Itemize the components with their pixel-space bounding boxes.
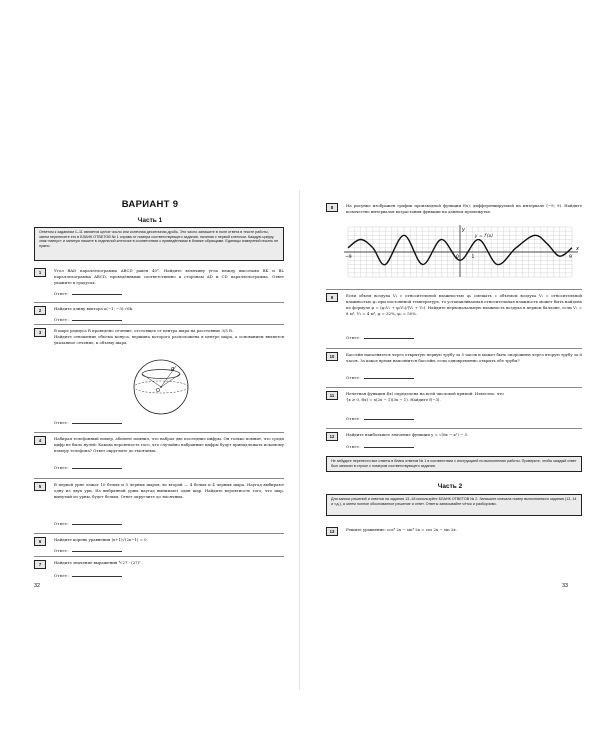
task-text: Нечетная функция f(x) определена на всей числовой прямой. Известно, что {x ≥ 0, f(x) = x(2x − 1)(3x − 1). Найдите f(−3). xyxy=(346,391,504,403)
answer-field[interactable]: Ответ: xyxy=(346,417,414,421)
x-max-label: 9 xyxy=(569,255,572,260)
task-number: 3 xyxy=(34,328,46,337)
answer-field[interactable]: Ответ: xyxy=(346,445,414,449)
task-text: Решите уравнение: cos⁴ 2x − sin⁴ 2x = cos 2x − sin 2x. xyxy=(346,527,457,532)
answer-field[interactable]: Ответ: xyxy=(54,292,122,296)
svg-text:O: O xyxy=(156,388,160,394)
part2-instructions: Для записи решений и ответов на задания 13–18 используйте БЛАНК ОТВЕТОВ № 2. Запишите сначала номер выполняемого задания (13, 14 и т.д.), а затем полное обоснованное решение и ответ. Ответы записывайте чётко и разборчиво. xyxy=(326,494,582,516)
task-text: Найдите значение выражения ⁴√27 · (27)². xyxy=(54,560,142,565)
task-3 xyxy=(34,328,284,428)
task-number: 12 xyxy=(326,432,338,441)
task-12 xyxy=(326,432,582,452)
variant-title: ВАРИАНТ 9 xyxy=(121,199,179,210)
task-7 xyxy=(34,560,284,584)
x-min-label: −9 xyxy=(345,255,352,260)
task-text: Бассейн наполняется через открытую первую трубу за 5 часов и может быть опорожнен через вторую трубу за 6 часов. За какое время наполнится бассейн, если одновременно открыть обе трубы? xyxy=(346,352,582,364)
task-text: Если объем воздуха V₂ с относительной влажностью φ₂ смешать с объемом воздуха V₁ с относительной влажностью φ₁ при постоянной температуре, то устанавливаемая относительная влажность может быть найдена по формуле φ = (φ₁V₁ + φ₂V₂)/(V₁ + V₂). Найдите первоначальную влажность воздуха в первом баллоне, если V₁ = 8 м³, V₂ = 4 м³, φ = 32%, φ₂ = 50%. xyxy=(346,293,582,317)
task-number: 7 xyxy=(34,560,46,569)
answer-field[interactable]: Ответ: xyxy=(54,574,122,578)
task-number: 2 xyxy=(34,306,46,315)
task-text: В первой урне лежат 10 белых и 5 черных шаров, во второй — 4 белых и 4 черных шара. Наугад выбирают одну из двух урн. Из выбранной урны наугад вынимают один шар. Найдите вероятность того, что шар, вынутый из урны, будет белым. Ответ округлите до тысячных. xyxy=(54,482,284,500)
answer-field[interactable]: Ответ: xyxy=(54,466,122,470)
one-label: 1 xyxy=(471,255,475,260)
task-number: 8 xyxy=(326,203,338,212)
task-number: 1 xyxy=(34,268,46,277)
sphere-figure xyxy=(132,358,190,416)
task-number: 4 xyxy=(34,436,46,445)
task-number: 13 xyxy=(326,527,338,536)
task-text: Найдите корень уравнения (x+1)√(2x−1) = 0. xyxy=(54,537,148,542)
task-6 xyxy=(34,537,284,557)
task-text: Найдите наибольшее значение функции y = √(6x − x²) − 5. xyxy=(346,432,469,437)
task-9 xyxy=(326,293,582,345)
curve-label: y = f′(x) xyxy=(474,234,494,239)
task-1 xyxy=(34,268,284,300)
task-number: 6 xyxy=(34,537,46,546)
task-text: Набирая телефонный номер, абонент помнил, что набрал две последние цифры. Он только помнит, что среди цифр не было нулей. Какова вероятность того, что случайно набранные цифры будут принадлежать искомому номеру телефона? Ответ округлите до тысячных. xyxy=(54,436,284,454)
origin-label: 0 xyxy=(456,255,459,260)
task-text: Найдите длину вектора a(−1; −3)·√6k. xyxy=(54,306,134,311)
svg-text:R: R xyxy=(171,367,175,373)
task-2 xyxy=(34,306,284,326)
task-number: 11 xyxy=(326,391,338,400)
answer-field[interactable]: Ответ: xyxy=(54,318,122,322)
part1-title: Часть 1 xyxy=(137,217,163,224)
answer-field[interactable]: Ответ: xyxy=(54,549,122,553)
task-5 xyxy=(34,482,284,530)
part1-instructions: Ответом к заданиям 1–11 является целое число или конечная десятичная дробь. Это число запишите в поле ответа в тексте работы, затем перенесите его в БЛАНК ОТВЕТОВ № 1 справа от номера соответствующего задания, начиная с первой клеточки. Каждую цифру, знак «минус» и запятую пишите в отдельной клеточке в соответствии с приведёнными в бланке образцами. Единицы измерений писать не нужно. xyxy=(34,227,284,261)
task-text: Угол BAD параллелограмма ABCD равен 40°. Найдите величину угла между высотами BK и BL параллелограмма ABCD, проведёнными соответственно к сторонам AD и CD параллелограмма. Ответ укажите в градусах. xyxy=(54,268,284,286)
task-number: 5 xyxy=(34,482,46,491)
task-text: На рисунке изображен график производной функции f(x), дифференцируемой на интервале (−9; 9). Найдите количество интервалов возрастания функции на данном промежутке. xyxy=(346,203,582,215)
task-11 xyxy=(326,391,582,425)
part1-end-note: Не забудьте перенести все ответы в бланк ответов № 1 в соответствии с инструкцией по выполнению работы. Проверьте, чтобы каждый ответ был записан в строке с номером соответствующего задания. xyxy=(326,456,582,472)
right-page xyxy=(300,0,600,750)
answer-field[interactable]: Ответ: xyxy=(54,421,122,425)
task-text: В шаре радиуса R проведено сечение, отстоящее от центра шара на расстояние 3/5 R. Найдите отношение объема конуса, вершина которого расположена в центре шара, а основанием является указанное сечение, к объему шара. xyxy=(54,328,284,346)
y-axis-label: y xyxy=(462,227,465,233)
part2-title: Часть 2 xyxy=(437,483,463,490)
answer-field[interactable]: Ответ: xyxy=(54,522,122,526)
page-number: 32 xyxy=(34,583,41,589)
task-number: 9 xyxy=(326,293,338,302)
task-number: 10 xyxy=(326,352,338,361)
answer-field[interactable]: Ответ: xyxy=(346,336,414,340)
task-10 xyxy=(326,352,582,384)
task-8 xyxy=(326,203,582,285)
task-13 xyxy=(326,527,582,539)
page-number: 33 xyxy=(562,583,569,589)
task-4 xyxy=(34,436,284,474)
answer-field[interactable]: Ответ: xyxy=(346,376,414,380)
derivative-graph xyxy=(334,223,582,281)
x-axis-label: x xyxy=(576,246,579,252)
